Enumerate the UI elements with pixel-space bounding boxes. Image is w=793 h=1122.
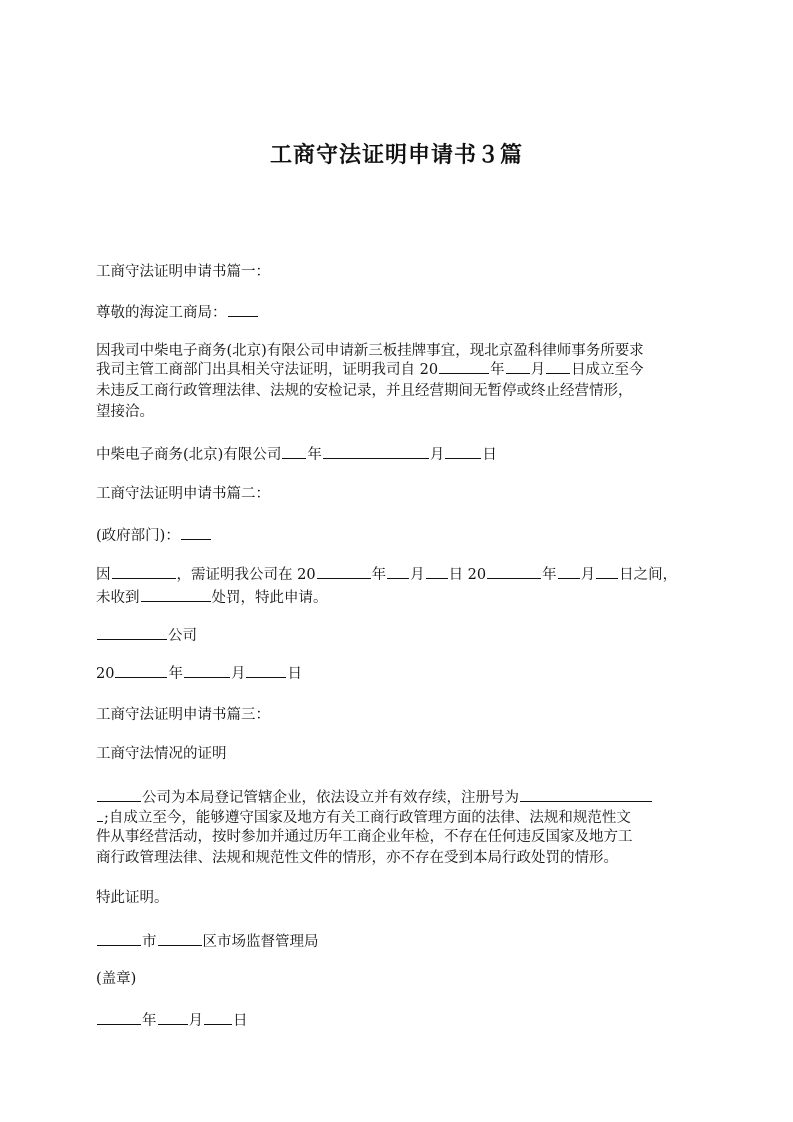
- blank-field: [204, 1009, 232, 1025]
- blank-field: [282, 443, 306, 459]
- blank-field: [387, 563, 409, 579]
- blank-field: [115, 662, 167, 678]
- blank-field: [520, 786, 652, 802]
- part1-body-line: 望接洽。: [96, 404, 154, 420]
- blank-field: [558, 563, 580, 579]
- blank-field: [323, 443, 429, 459]
- page-title: 工商守法证明申请书３篇: [269, 143, 523, 168]
- blank-field: [546, 358, 570, 374]
- blank-field: [97, 806, 103, 822]
- blank-field: [426, 563, 448, 579]
- blank-field: [506, 358, 530, 374]
- blank-field: [445, 443, 481, 459]
- blank-field: [181, 524, 211, 540]
- part3-body-line: ;自成立至今，能够遵守国家及地方有关工商行政管理方面的法律、法规和规范性文: [96, 806, 631, 829]
- blank-field: [97, 1009, 141, 1025]
- part1-signature: 中柴电子商务(北京)有限公司 年 月 日: [96, 443, 497, 466]
- blank-field: [228, 301, 258, 317]
- part2-body-line: 未收到 处罚，特此申请。: [96, 586, 328, 609]
- part3-authority: 市 区市场监督管理局: [96, 930, 319, 953]
- blank-field: [97, 930, 141, 946]
- blank-field: [487, 563, 541, 579]
- part2-body-line: 因 ，需证明我公司在 20 年 月 日 20 年 月 日之间，: [96, 563, 677, 586]
- blank-field: [439, 358, 489, 374]
- blank-field: [141, 586, 211, 602]
- part3-heading: 工商守法证明申请书篇三：: [96, 707, 270, 723]
- blank-field: [158, 1009, 188, 1025]
- blank-field: [246, 662, 286, 678]
- blank-field: [112, 563, 176, 579]
- part1-heading: 工商守法证明申请书篇一：: [96, 264, 270, 280]
- blank-field: [184, 662, 230, 678]
- blank-field: [596, 563, 618, 579]
- part3-subtitle: 工商守法情况的证明: [96, 746, 227, 762]
- blank-field: [97, 786, 141, 802]
- part1-body-line: 我司主管工商部门出具相关守法证明，证明我司自 20 年 月 日成立至今: [96, 358, 644, 381]
- part3-date: 年 月 日: [96, 1009, 248, 1032]
- part2-salutation: (政府部门)：: [96, 524, 212, 547]
- part3-closing: 特此证明。: [96, 890, 169, 906]
- part3-seal: (盖章): [96, 971, 137, 987]
- part3-body-line: 公司为本局登记管辖企业，依法设立并有效存续，注册号为: [96, 786, 653, 809]
- part2-date: 20 年 月 日: [96, 662, 302, 685]
- blank-field: [97, 624, 167, 640]
- part2-heading: 工商守法证明申请书篇二：: [96, 486, 270, 502]
- part2-signature: 公司: [96, 624, 197, 647]
- part3-body-line: 商行政管理法律、法规和规范性文件的情形，亦不存在受到本局行政处罚的情形。: [96, 850, 618, 866]
- blank-field: [158, 930, 202, 946]
- part1-body-line: 因我司中柴电子商务(北京)有限公司申请新三板挂牌事宜，现北京盈科律师事务所要求: [96, 343, 644, 359]
- blank-field: [317, 563, 371, 579]
- part1-body-line: 未违反工商行政管理法律、法规的安检记录，并且经营期间无暂停或终止经营情形，: [96, 383, 633, 399]
- part1-salutation: 尊敬的海淀工商局：: [96, 301, 259, 324]
- part3-body-line: 件从事经营活动，按时参加并通过历年工商企业年检，不存在任何违反国家及地方工: [96, 829, 633, 845]
